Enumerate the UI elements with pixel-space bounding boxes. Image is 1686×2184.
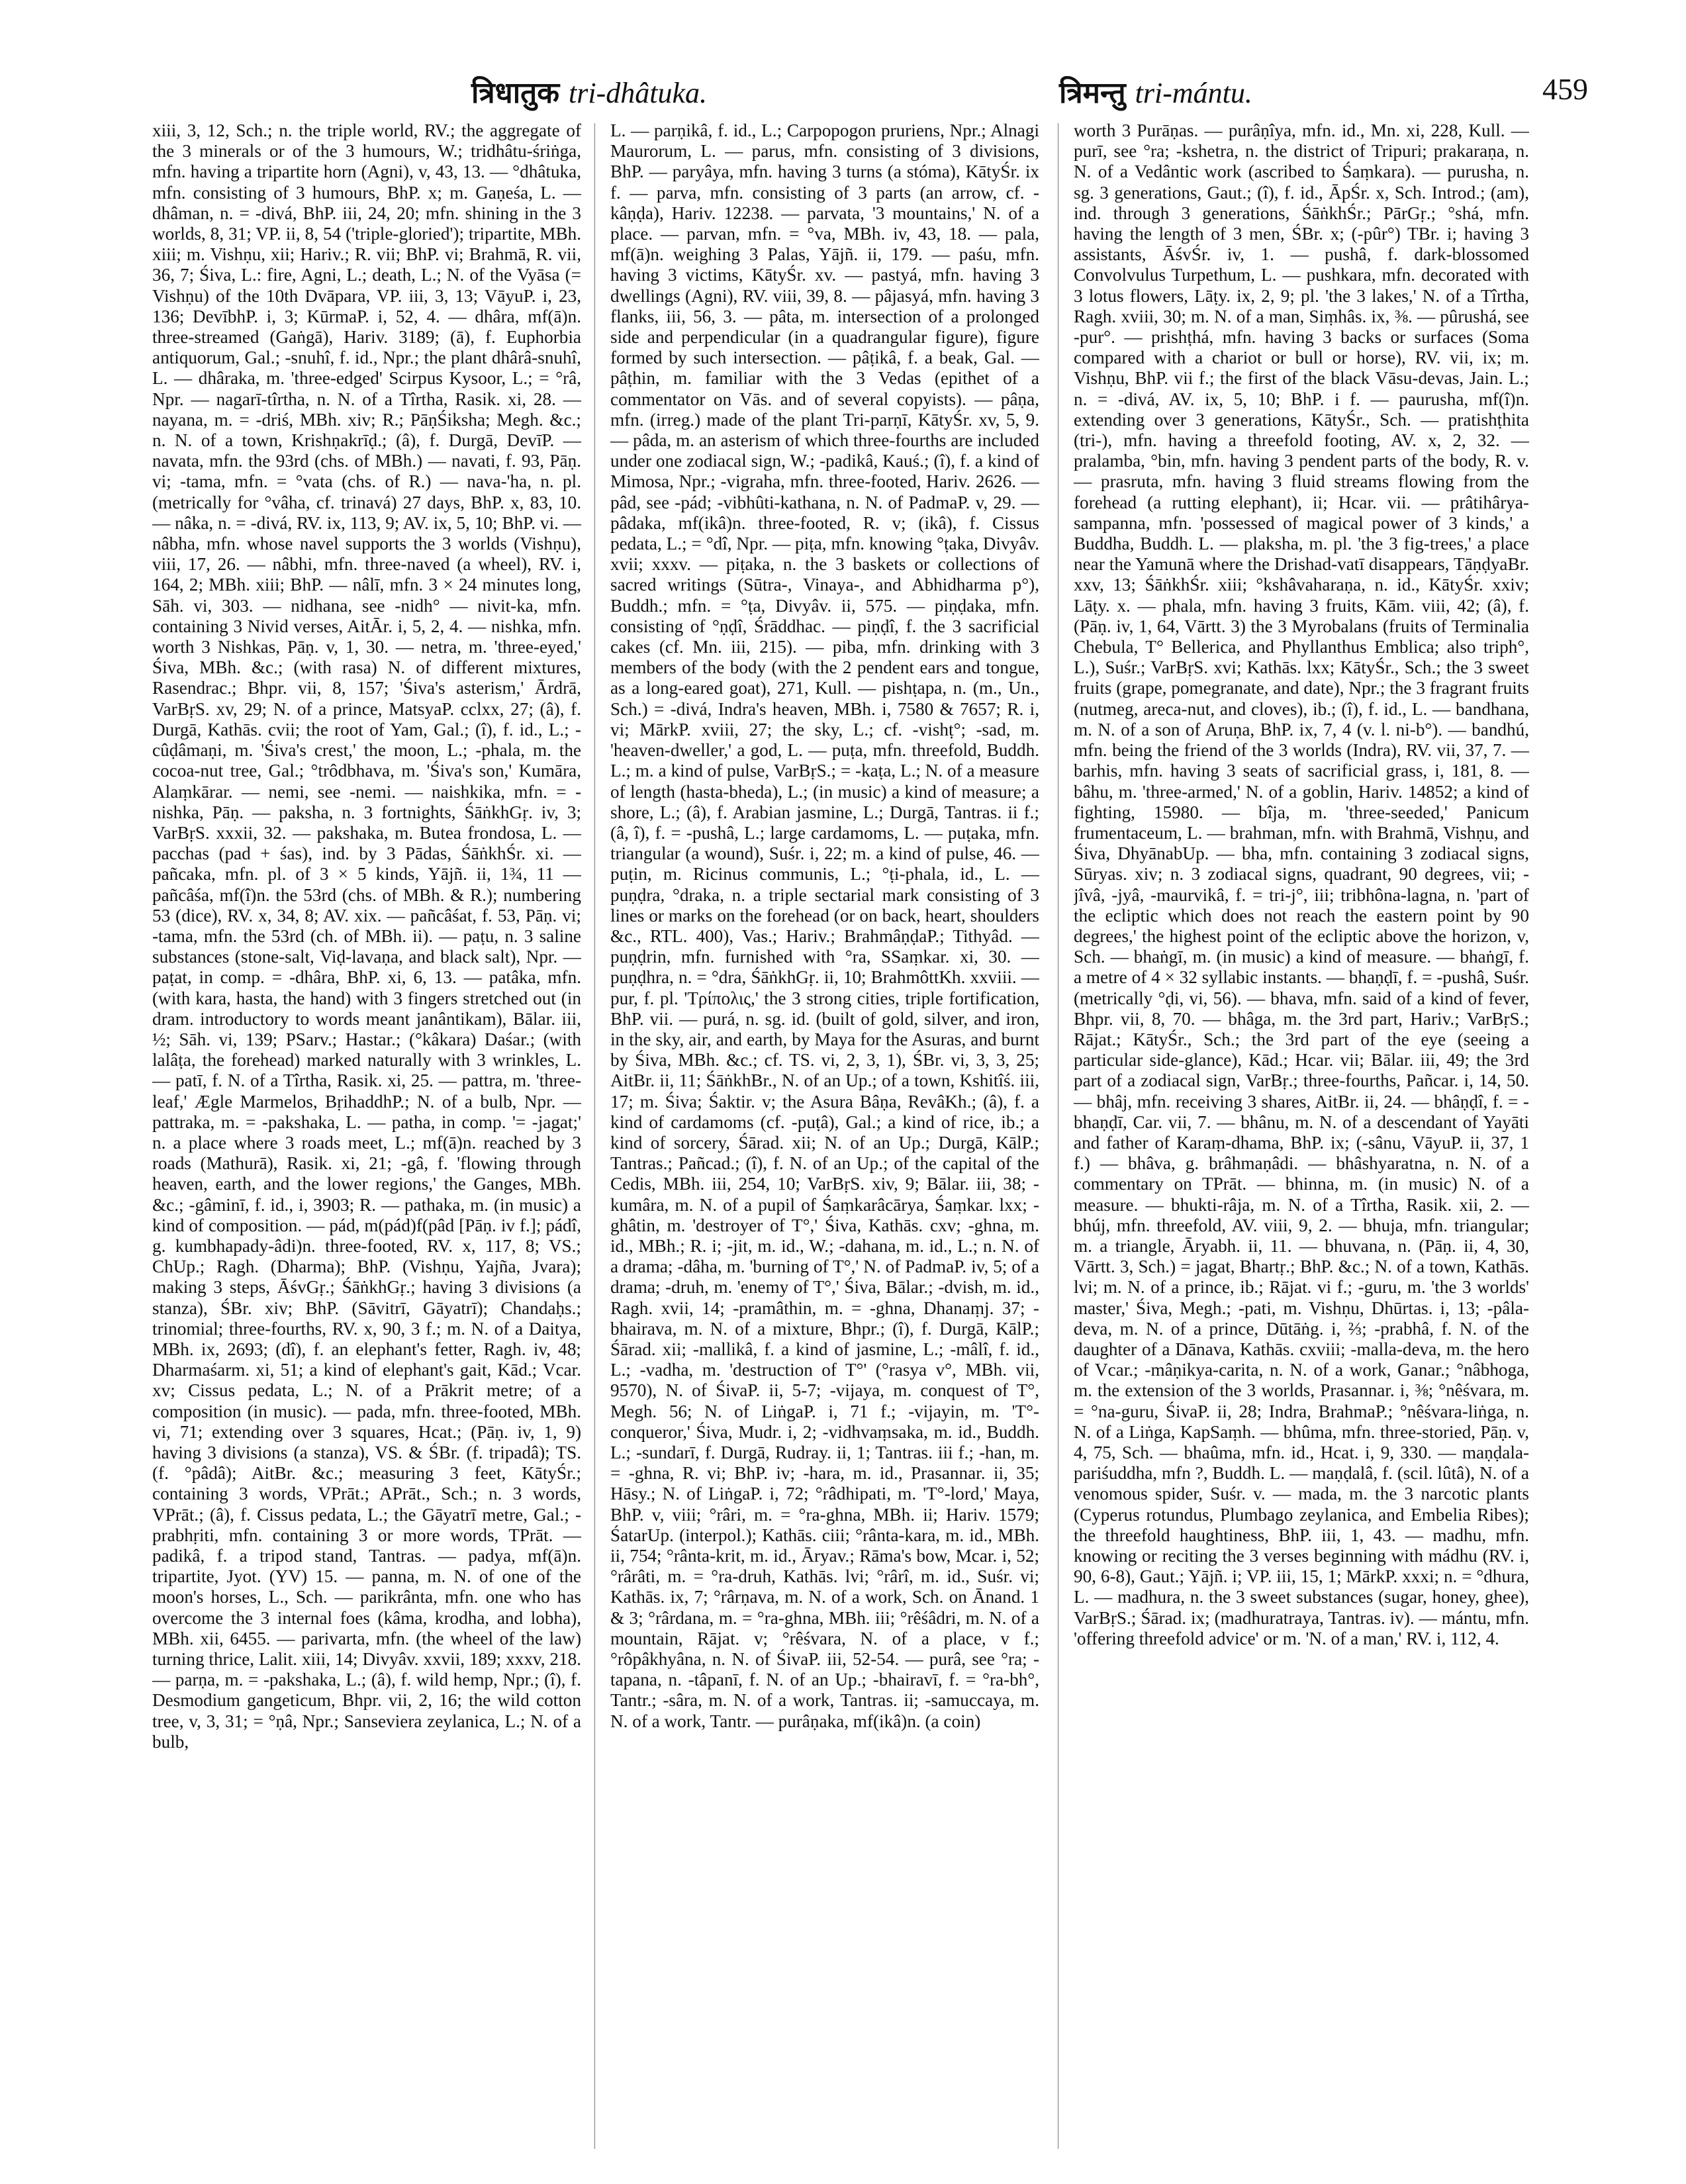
header-left-headword: [471, 71, 707, 111]
page-header: [0, 71, 1686, 124]
column-left: [152, 120, 581, 2150]
column-middle-text: L. — parṇikâ, f. id., L.; Carpopogon pruriens, Npr.; Alnagi Maurorum, L. — parus, mfn. consisting of 3 divisions, BhP. — paryâya, mfn. having 3 turns (a stóma), KātyŚr. ix f. — parva, mfn. consisting of 3 parts (an arrow, cf. -kâṇḍa), Hariv. 12238. — parvata, '3 mountains,' N. of a place. — parvan, mfn. = °va, MBh. iv, 43, 18. — pala, mf(ā)n. weighing 3 Palas, Yājñ. ii, 179. — paśu, mfn. having 3 victims, KātyŚr. xv. — pastyá, mfn. having 3 dwellings (Agni), RV. viii, 39, 8. — pâjasyá, mfn. having 3 flanks, iii, 56, 3. — pâta, m. intersection of a prolonged side and perpendicular (in a quadrangular figure), figure formed by such intersection. — pâṭikâ, f. a beak, Gal. — pâṭhin, m. familiar with the 3 Vedas (epithet of a commentator on Vās. and of several copyists). — pâṇa, mfn. (irreg.) made of the plant Tri-parṇī, KātyŚr. xv, 5, 9. — pâda, m. an asterism of which three-fourths are included under one zodiacal sign, W.; -padikâ, Kauś.; (î), f. a kind of Mimosa, Npr.; -vigraha, mfn. three-footed, Hariv. 2626. — pâd, see -pád; -vibhûti-kathana, n. N. of PadmaP. v, 29. — pâdaka, mf(ikâ)n. three-footed, R. v; (ikâ), f. Cissus pedata, L.; = °dî, Npr. — piṭa, mfn. knowing °ṭaka, Divyâv. xvii; xxxv. — piṭaka, n. the 3 baskets or collections of sacred writings (Sūtra-, Vinaya-, and Abhidharma p°), Buddh.; mfn. = °ṭa, Divyâv. ii, 575. — piṇḍaka, mfn. consisting of °ṇḍî, Śrāddhac. — piṇḍî, f. the 3 sacrificial cakes (cf. Mn. iii, 215). — piba, mfn. drinking with 3 members of the body (with the 2 pendent ears and tongue, as a long-eared goat), 271, Kull. — pishṭapa, n. (m., Un., Sch.) = -divá, Indra's heaven, MBh. i, 7580 & 7657; R. i, vi; MārkP. xviii, 27; the sky, L.; cf. -vishṭ°; -sad, m. 'heaven-dweller,' a god, L. — puṭa, mfn. threefold, Buddh. L.; m. a kind of pulse, VarBṛS.; = -kaṭa, L.; N. of a measure of length (hasta-bheda), L.; (in music) a kind of measure; a shore, L.; (â), f. Arabian jasmine, L.; Durgā, Tantras. ii f.; (â, î), f. = -pushâ, L.; large cardamoms, L. — puṭaka, mfn. triangular (a wound), Suśr. i, 22; m. a kind of pulse, 46. — puṭin, m. Ricinus communis, L.; °ṭi-phala, id., L. — puṇḍra, °draka, n. a triple sectarial mark consisting of 3 lines or marks on the forehead (or on back, heart, shoulders &c., RTL. 400), Vas.; Hariv.; BrahmâṇḍaP.; Tithyâd. — puṇḍrin, mfn. furnished with °ra, SSaṃkar. xi, 30. — puṇḍhra, n. = °dra, ŚāṅkhGṛ. ii, 10; BrahmôttKh. xxviii. — pur, f. pl. 'Τρίπολις,' the 3 strong cities, triple fortification, BhP. vii. — purá, n. sg. id. (built of gold, silver, and iron, in the sky, air, and earth, by Maya for the Asuras, and burnt by Śiva, MBh. &c.; cf. TS. vi, 2, 3, 1), ŚBr. vi, 3, 3, 25; AitBr. ii, 11; ŚāṅkhBr., N. of an Up.; of a town, Kshitîś. iii, 17; m. Śiva; Śaktir. v; the Asura Bâṇa, RevâKh.; (â), f. a kind of cardamoms (cf. -puṭâ), Gal.; a kind of rice, ib.; a kind of sorcery, Śārad. xii; N. of an Up.; Durgā, KālP.; Tantras.; Pañcad.; (î), f. N. of an Up.; of the capital of the Cedis, MBh. iii, 254, 10; VarBṛS. xiv, 9; Bālar. iii, 38; -kumâra, m. N. of a pupil of Śaṃkarâcārya, Śaṃkar. lxx; -ghâtin, m. 'destroyer of T°,' Śiva, Kathās. cxv; -ghna, m. id., MBh.; R. i; -jit, m. id., W.; -dahana, m. id., L.; n. N. of a drama; -dâha, m. 'burning of T°,' N. of PadmaP. iv, 5; of a drama; -druh, m. 'enemy of T°,' Śiva, Bālar.; -dvish, m. id., Ragh. xvii, 14; -pramâthin, m. = -ghna, Dhanaṃj. 37; -bhairava, m. N. of a mixture, Bhpr.; (î), f. Durgā, KālP.; Śārad. xii; -mallikâ, f. a kind of jasmine, L.; -mâlî, f. id., L.; -vadha, m. 'destruction of T°' (°rasya v°, MBh. vii, 9570), N. of ŚivaP. ii, 5-7; -vijaya, m. conquest of T°, Megh. 56; N. of LiṅgaP. i, 71 f.; -vijayin, m. 'T°-conqueror,' Śiva, Mudr. i, 2; -vidhvaṃsaka, m. id., Buddh. L.; -sundarī, f. Durgā, Rudray. ii, 1; Tantras. iii f.; -han, m. = -ghna, R. vi; BhP. iv; -hara, m. id., Prasannar. ii, 35; Hāsy.; N. of LiṅgaP. i, 72; °râdhipati, m. 'T°-lord,' Maya, BhP. v, viii; °râri, m. = °ra-ghna, MBh. ii; Hariv. 1579; ŚatarUp. (interpol.); Kathās. ciii; °rânta-kara, m. id., MBh. ii, 754; °rânta-krit, m. id., Āryav.; Rāma's bow, Mcar. i, 52; °rârâti, m. = °ra-druh, Kathās. lvi; °rârî, m. id., Suśr. vi; Kathās. ix, 7; °rârṇava, m. N. of a work, Sch. on Ānand. 1 & 3; °rârdana, m. = °ra-ghna, MBh. iii; °rêśâdri, m. N. of a mountain, Rājat. v; °rêśvara, N. of a place, v f.; °rôpâkhyâna, n. N. of ŚivaP. iii, 52-54. — purâ, see °ra; -tapana, n. -tâpanī, f. N. of an Up.; -bhairavī, f. = °ra-bh°, Tantr.; -sâra, m. N. of a work, Tantras. ii; -samuccaya, m. N. of a work, Tantr. — purâṇaka, mf(ikâ)n. (a coin): [610, 120, 1039, 1731]
header-left-devanagari: त्रिधातुक: [471, 76, 560, 110]
column-right: [1074, 120, 1529, 2150]
column-divider-left: [594, 123, 595, 2149]
column-right-text: worth 3 Purāṇas. — purâṇîya, mfn. id., Mn. xi, 228, Kull. — purī, see °ra; -kshetra, n. the district of Tripuri; prakaraṇa, n. N. of a Vedântic work (ascribed to Śaṃkara). — purusha, n. sg. 3 generations, Gaut.; (î), f. id., ĀpŚr. x, Sch. Introd.; (am), ind. through 3 generations, ŚāṅkhŚr.; PārGṛ.; °shá, mfn. having the length of 3 men, ŚBr. x; (-pûr°) TBr. i; having 3 assistants, ĀśvŚr. iv, 1. — pushâ, f. dark-blossomed Convolvulus Turpethum, L. — pushkara, mfn. decorated with 3 lotus flowers, Lāṭy. ix, 2, 9; pl. 'the 3 lakes,' N. of a Tîrtha, Ragh. xviii, 30; m. N. of a man, Siṃhâs. ix, ⅜. — pûrushá, see -pur°. — prishṭhá, mfn. having 3 backs or surfaces (Soma compared with a chariot or bull or horse), RV. vii, ix; m. Vishṇu, BhP. vii f.; the first of the black Vāsu-devas, Jain. L.; n. = -divá, AV. ix, 5, 10; BhP. i f. — paurusha, mf(î)n. extending over 3 generations, KātyŚr., Sch. — pratishṭhita (tri-), mfn. having a threefold footing, AV. x, 2, 32. — pralamba, °bin, mfn. having 3 pendent parts of the body, R. v. — prasruta, mfn. having 3 fluid streams flowing from the forehead (a rutting elephant), ii; Hcar. vii. — prâtihârya-sampanna, mfn. 'possessed of magical power of 3 kinds,' a Buddha, Buddh. L. — plaksha, m. pl. 'the 3 fig-trees,' a place near the Yamunā where the Drishad-vatī disappears, TāṇḍyaBr. xxv, 13; ŚāṅkhŚr. xiii; °kshâvaharaṇa, n. id., KātyŚr. xxiv; Lāṭy. x. — phala, mfn. having 3 fruits, Kām. viii, 42; (â), f. (Pāṇ. iv, 1, 64, Vārtt. 3) the 3 Myrobalans (fruits of Terminalia Chebula, T° Bellerica, and Phyllanthus Emblica; also triph°, L.), Suśr.; VarBṛS. xvi; Kathās. lxx; KātyŚr., Sch.; the 3 sweet fruits (grape, pomegranate, and date), Npr.; the 3 fragrant fruits (nutmeg, areca-nut, and cloves), ib.; (î), f. id., L. — bandhana, m. N. of a son of Aruṇa, BhP. ix, 7, 4 (v. l. ni-b°). — bandhú, mfn. being the friend of the 3 worlds (Indra), RV. vii, 37, 7. — barhis, mfn. having 3 seats of sacrificial grass, i, 181, 8. — bâhu, m. 'three-armed,' N. of a goblin, Hariv. 14852; a kind of fighting, 15980. — bîja, m. 'three-seeded,' Panicum frumentaceum, L. — brahman, mfn. with Brahmā, Vishṇu, and Śiva, DhyānabUp. — bha, mfn. containing 3 zodiacal signs, Sūryas. xiv; n. 3 zodiacal signs, quadrant, 90 degrees, vii; -jîvâ, -jyâ, -maurvikâ, f. = tri-j°, iii; tribhôna-lagna, n. 'part of the ecliptic which does not reach the eastern point by 90 degrees,' the highest point of the ecliptic above the horizon, v, Sch. — bhaṅgī, m. (in music) a kind of measure. — bhaṅgī, f. a metre of 4 × 32 syllabic instants. — bhaṇḍī, f. = -pushâ, Suśr. (metrically °ḍi, vi, 56). — bhava, mfn. said of a kind of fever, Bhpr. vii, 8, 70. — bhâga, m. the 3rd part, Hariv.; VarBṛS.; Rājat.; KātyŚr., Sch.; the 3rd part of the eye (seeing a particular side-glance), Kād.; Hcar. vii; Bālar. iii, 49; the 3rd part of a zodiacal sign, VarBṛ.; three-fourths, Pañcar. i, 14, 50. — bhâj, mfn. receiving 3 shares, AitBr. ii, 24. — bhâṇḍî, f. = -bhaṇḍī, Car. vii, 7. — bhânu, m. N. of a descendant of Yayāti and father of Karaṃ-dhama, BhP. ix; (-sânu, VāyuP. ii, 37, 1 f.) — bhâva, g. brâhmaṇâdi. — bhâshyaratna, n. N. of a commentary on TPrāt. — bhinna, m. (in music) N. of a measure. — bhukti-râja, m. N. of a Tîrtha, Rasik. xii, 2. — bhúj, mfn. threefold, AV. viii, 9, 2. — bhuja, mfn. triangular; m. a triangle, Āryabh. ii, 11. — bhuvana, n. (Pāṇ. ii, 4, 30, Vārtt. 3, Sch.) = jagat, Bhartṛ.; BhP. &c.; N. of a town, Kathās. lvi; m. N. of a prince, ib.; Rājat. vi f.; -guru, m. 'the 3 worlds' master,' Śiva, Megh.; -pati, m. Vishṇu, Dhūrtas. i, 13; -pâla-deva, m. N. of a prince, Dūtāṅg. i, ⅔; -prabhâ, f. N. of the daughter of a Dānava, Kathās. cxviii; -malla-deva, m. the hero of Vcar.; -mâṇikya-carita, n. N. of a work, Ganar.; °nâbhoga, m. the extension of the 3 worlds, Prasannar. i, ⅜; °nêśvara, m. = °na-guru, ŚivaP. ii, 28; Indra, BrahmaP.; °nêśvara-liṅga, n. N. of a Liṅga, KapSaṃh. — bhûma, mfn. three-storied, Pāṇ. v, 4, 75, Sch. — bhaûma, mfn. id., Hcat. i, 9, 330. — maṇḍala-pariśuddha, mfn ?, Buddh. L. — maṇḍalâ, f. (scil. lûtâ), N. of a venomous spider, Suśr. v. — mada, m. the 3 narcotic plants (Cyperus rotundus, Plumbago zeylanica, and Embelia Ribes); the threefold haughtiness, BhP. iii, 1, 43. — madhu, mfn. knowing or reciting the 3 verses beginning with mádhu (RV. i, 90, 6-8), Gaut.; Yājñ. i; VP. iii, 15, 1; MārkP. xxxi; n. = °dhura, L. — madhura, n. the 3 sweet substances (sugar, honey, ghee), VarBṛS.; Śārad. ix; (madhuratraya, Tantras. iv). — mántu, mfn. 'offering threefold advice' or m. 'N. of a man,' RV. i, 112, 4.: [1074, 120, 1529, 1648]
header-right-devanagari: त्रिमन्तु: [1059, 76, 1126, 110]
page-number: 459: [1542, 72, 1588, 106]
header-right-transliteration: tri-mántu.: [1135, 77, 1252, 109]
header-right-headword: [1059, 71, 1252, 111]
column-middle: [610, 120, 1039, 2150]
header-left-transliteration: tri-dhâtuka.: [569, 77, 707, 109]
column-left-text: xiii, 3, 12, Sch.; n. the triple world, RV.; the aggregate of the 3 minerals or of the 3 humours, W.; tridhâtu-śriṅga, mfn. having a tripartite horn (Agni), v, 43, 13. — °dhâtuka, mfn. consisting of 3 humours, BhP. x; m. Gaṇeśa, L. — dhâman, n. = -divá, BhP. iii, 24, 20; mfn. shining in the 3 worlds, 8, 31; VP. ii, 8, 54 ('triple-gloried'); tripartite, MBh. xiii; m. Vishṇu, xii; Hariv.; R. vii; BhP. vi; Brahmā, R. vii, 36, 7; Śiva, L.: fire, Agni, L.; death, L.; N. of the Vyāsa (= Vishṇu) of the 10th Dvāpara, VP. iii, 3, 13; VāyuP. i, 23, 136; DevībhP. i, 3; KūrmaP. i, 52, 4. — dhâra, mf(ā)n. three-streamed (Gaṅgā), Hariv. 3189; (ā), f. Euphorbia antiquorum, Gal.; -snuhî, f. id., Npr.; the plant dhârâ-snuhî, L. — dhâraka, m. 'three-edged' Scirpus Kysoor, L.; = °râ, Npr. — nagarī-tîrtha, n. N. of a Tîrtha, Rasik. xi, 28. — nayana, m. = -driś, MBh. xiv; R.; PāṇŚiksha; Megh. &c.; n. N. of a town, Krishṇakrīḍ.; (â), f. Durgā, DevīP. — navata, mfn. the 93rd (chs. of MBh.) — navati, f. 93, Pāṇ. vi; -tama, mfn. = °vata (chs. of R.) — nava-'ha, n. pl. (metrically for °vâha, cf. trinavá) 27 days, BhP. x, 83, 10. — nâka, n. = -divá, RV. ix, 113, 9; AV. ix, 5, 10; BhP. vi. — nâbha, mfn. whose navel supports the 3 worlds (Vishṇu), viii, 17, 26. — nâbhi, mfn. three-naved (a wheel), RV. i, 164, 2; MBh. xiii; BhP. — nâlī, mfn. 3 × 24 minutes long, Sāh. vi, 303. — nidhana, see -nidh° — nivit-ka, mfn. containing 3 Nivid verses, AitĀr. i, 5, 2, 4. — nishka, mfn. worth 3 Nishkas, Pāṇ. v, 1, 30. — netra, m. 'three-eyed,' Śiva, MBh. &c.; (with rasa) N. of different mixtures, Rasendrac.; Bhpr. vii, 8, 157; 'Śiva's asterism,' Ārdrā, VarBṛS. xv, 29; N. of a prince, MatsyaP. cclxx, 27; (â), f. Durgā, Kathās. cvii; the root of Yam, Gal.; (î), f. id., L.; -cûḍâmaṇi, m. 'Śiva's crest,' the moon, L.; -phala, m. the cocoa-nut tree, Gal.; °trôdbhava, m. 'Śiva's son,' Kumāra, Alaṃkārar. — nemi, see -nemi. — naishkika, mfn. = -nishka, Pāṇ. — paksha, n. 3 fortnights, ŚāṅkhGṛ. iv, 3; VarBṛS. xxxii, 32. — pakshaka, m. Butea frondosa, L. — pacchas (pad + śas), ind. by 3 Pādas, ŚāṅkhŚr. xi. — pañcaka, mfn. pl. of 3 × 5 kinds, Yājñ. ii, 1¾, 11 — pañcâśa, mf(î)n. the 53rd (chs. of MBh. & R.); numbering 53 (dice), RV. x, 34, 8; AV. xix. — pañcâśat, f. 53, Pāṇ. vi; -tama, mfn. the 53rd (ch. of MBh. ii). — paṭu, n. 3 saline substances (stone-salt, Viḍ-lavaṇa, and black salt), Npr. — paṭat, in comp. = -dhâra, BhP. xi, 6, 13. — patâka, mfn. (with kara, hasta, the hand) with 3 fingers stretched out (in dram. introductory to words meant janântikam), Bālar. iii, ½; Sāh. vi, 139; PSarv.; Hastar.; (°kâkara) Daśar.; (with lalâṭa, the forehead) marked naturally with 3 wrinkles, L. — patī, f. N. of a Tîrtha, Rasik. xi, 25. — pattra, m. 'three-leaf,' Ægle Marmelos, BṛihaddhP.; N. of a bulb, Npr. — pattraka, m. = -pakshaka, L. — patha, in comp. '= -jagat;' n. a place where 3 roads meet, L.; mf(ā)n. reached by 3 roads (Mathurā), Rasik. xi, 21; -gâ, f. 'flowing through heaven, earth, and the lower regions,' the Ganges, MBh. &c.; -gâminī, f. id., i, 3903; R. — pathaka, m. (in music) a kind of composition. — pád, m(pád)f(pâd [Pāṇ. iv f.]; pádî, g. kumbhapady-âdi)n. three-footed, RV. x, 117, 8; VS.; ChUp.; Ragh. (Dharma); BhP. (Vishṇu, Yajña, Jvara); making 3 steps, ĀśvGṛ.; ŚāṅkhGṛ.; having 3 divisions (a stanza), ŚBr. xiv; BhP. (Sāvitrī, Gāyatrī); Chandaḥs.; trinomial; three-fourths, RV. x, 90, 3 f.; m. N. of a Daitya, MBh. ix, 2693; (dî), f. an elephant's fetter, Ragh. iv, 48; Dharmaśarm. xi, 51; a kind of elephant's gait, Kād.; Vcar. xv; Cissus pedata, L.; N. of a Prākrit metre; of a composition (in music). — pada, mfn. three-footed, MBh. vi, 71; extending over 3 squares, Hcat.; (Pāṇ. iv, 1, 9) having 3 divisions (a stanza), VS. & ŚBr. (f. tripadâ); TS. (f. °pâdâ); AitBr. &c.; measuring 3 feet, KātyŚr.; containing 3 words, VPrāt.; APrāt., Sch.; n. 3 words, VPrāt.; (â), f. Cissus pedata, L.; the Gāyatrī metre, Gal.; -prabhṛiti, mfn. containing 3 or more words, TPrāt. — padikâ, f. a tripod stand, Tantras. — padya, mf(ā)n. tripartite, Jyot. (YV) 15. — panna, m. N. of one of the moon's horses, L., Sch. — parikrânta, mfn. one who has overcome the 3 internal foes (kâma, krodha, and lobha), MBh. xii, 6455. — parivarta, mfn. (the wheel of the law) turning thrice, Lalit. xiii, 14; Divyâv. xxvii, 189; xxxv, 218. — parṇa, m. = -pakshaka, L.; (â), f. wild hemp, Npr.; (î), f. Desmodium gangeticum, Bhpr. vii, 2, 16; the wild cotton tree, v, 3, 31; = °ṇâ, Npr.; Sanseviera zeylanica, L.; N. of a bulb,: [152, 120, 581, 1752]
